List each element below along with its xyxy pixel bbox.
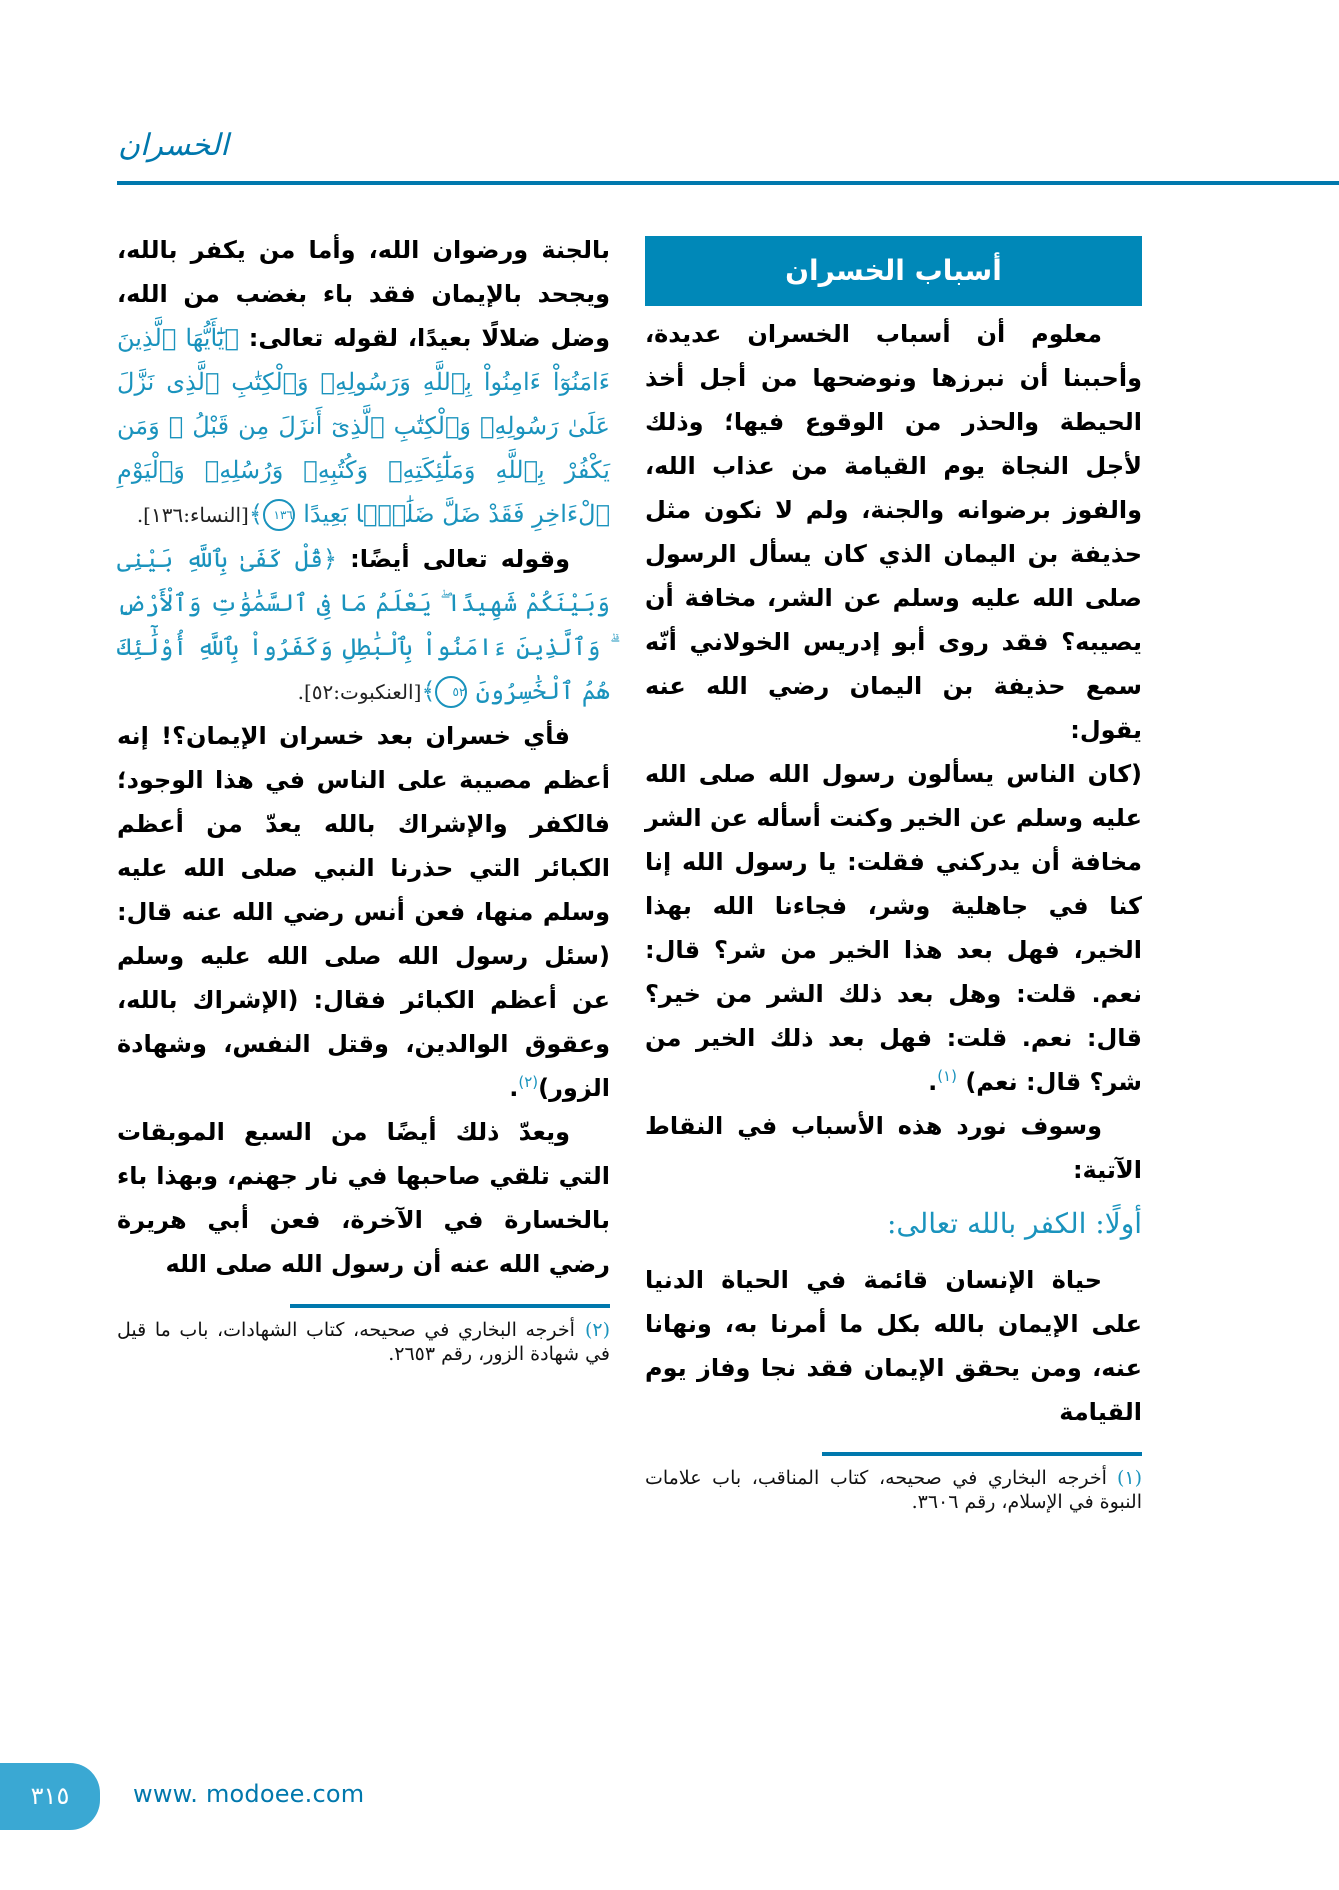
loss-paragraph: فأي خسران بعد خسران الإيمان؟! إنه أعظم مصيبة على الناس في هذا الوجود؛ فالكفر والإشراك بالله يعدّ من أعظم الكبائر التي حذرنا النبي صلى الله عليه وسلم منها، فعن أنس رضي الله عنه قال: (سئل رسول الله صلى الله عليه وسلم عن أعظم الكبائر فقال: (الإشراك بالله، وعقوق الوالدين، وقتل النفس، وشهادة الزور)$^{(٢)}$. — [117, 722, 610, 1102]
life-paragraph: حياة الإنسان قائمة في الحياة الدنيا على الإيمان بالله بكل ما أمرنا به، ونهانا عنه، ومن يحقق الإيمان فقد نجا وفاز يوم القيامة — [645, 1266, 1142, 1426]
footnote-number: (١) — [1116, 1467, 1142, 1489]
hadith-paragraph: (كان الناس يسألون رسول الله صلى الله عليه وسلم عن الخير وكنت أسأله عن الشر مخافة أن يدركني فقلت: يا رسول الله إنا كنا في جاهلية وشر، فجاءنا الله بهذا الخير، فهل بعد هذا الخير من شر؟ قال: نعم. قلت: وهل بعد ذلك الشر من خير؟ قال: نعم. قلت: فهل بعد ذلك الخير من شر؟ قال: نعم) $^{(١)}$. — [645, 760, 1142, 1096]
points-intro-paragraph: وسوف نورد هذه الأسباب في النقاط الآتية: — [645, 1112, 1142, 1184]
ayah-number-mark: ١٣٦ — [263, 499, 295, 531]
footnote-ref-2[interactable]: (٢) — [518, 1073, 539, 1091]
left-column — [117, 228, 610, 1366]
closing-bracket-icon: ﴾ — [421, 677, 436, 705]
footnote-number: (٢) — [584, 1319, 610, 1341]
left-column-body — [117, 228, 610, 1286]
section-heading: أسباب الخسران — [645, 236, 1142, 306]
footnote-text: أخرجه البخاري في صحيحه، كتاب المناقب، باب علامات النبوة في الإسلام، رقم ٣٦٠٦. — [645, 1467, 1142, 1513]
website-link[interactable]: www. modoee.com — [133, 1780, 365, 1808]
verse2-paragraph — [117, 537, 610, 714]
verse-reference: [النساء:١٣٦]. — [136, 503, 249, 527]
header-rule — [117, 181, 1339, 185]
footnote-ref-1[interactable]: (١) — [937, 1067, 957, 1085]
footnote-rule — [290, 1304, 610, 1308]
closing-bracket-icon: ﴾ — [248, 500, 263, 528]
right-column — [645, 236, 1142, 1514]
footnote-text: أخرجه البخاري في صحيحه، كتاب الشهادات، باب ما قيل في شهادة الزور، رقم ٢٦٥٣. — [117, 1319, 610, 1365]
page-number-badge: ٣١٥ — [0, 1763, 100, 1830]
verse2-intro: وقوله تعالى أيضًا: — [350, 545, 570, 573]
verse-reference: [العنكبوت:٥٢]. — [297, 680, 422, 704]
verse-nisa-136: ﴿يَٰٓأَيُّهَا ٱلَّذِينَ ءَامَنُوٓاْ ءَامِنُواْ بِٱللَّهِ وَرَسُولِهِۦ وَٱلْكِتَٰبِ ٱلَّذِى نَزَّلَ عَلَىٰ رَسُولِهِۦ وَٱلْكِتَٰبِ ٱلَّذِىٓ أَنزَلَ مِن قَبْلُ ۚ وَمَن يَكْفُرْ بِٱللَّهِ وَمَلَٰٓئِكَتِهِۦ وَكُتُبِهِۦ وَرُسُلِهِۦ وَٱلْيَوْمِ ٱلْءَاخِرِ فَقَدْ ضَلَّ ضَلَٰلًۢا بَعِيدًا — [117, 324, 610, 528]
intro-paragraph: معلوم أن أسباب الخسران عديدة، وأحببنا أن نبرزها ونوضحها من أجل أخذ الحيطة والحذر من الوقوع فيها؛ وذلك لأجل النجاة يوم القيامة من عذاب الله، والفوز برضوانه والجنة، ولم لا نكون مثل حذيفة بن اليمان الذي كان يسأل الرسول صلى الله عليه وسلم عن الشر، مخافة أن يصيبه؟ فقد روى أبو إدريس الخولاني أنّه سمع حذيفة بن اليمان رضي الله عنه يقول: — [645, 320, 1142, 744]
footnote-1 — [645, 1452, 1142, 1514]
right-column-body — [645, 236, 1142, 1434]
mobiqat-paragraph: ويعدّ ذلك أيضًا من السبع الموبقات التي تلقي صاحبها في نار جهنم، وبهذا باء بالخسارة في الآخرة، فعن أبي هريرة رضي الله عنه أن رسول الله صلى الله — [117, 1118, 610, 1278]
continuation-text: بالجنة ورضوان الله، وأما من يكفر بالله، ويجحد بالإيمان فقد باء بغضب من الله، وضل ضلالًا بعيدًا، لقوله تعالى: — [117, 236, 611, 352]
ayah-number-mark: ٥٢ — [435, 676, 467, 708]
running-title: الخسران — [118, 128, 229, 163]
footnote-rule — [822, 1452, 1142, 1456]
verse-ankabut-52: ﴿قُلْ كَفَىٰ بِٱللَّهِ بَيْنِى وَبَيْنَكُمْ شَهِيدًا ۖ يَعْلَمُ مَا فِى ٱلسَّمَٰوَٰتِ وَٱلْأَرْضِ ۗ وَٱلَّذِينَ ءَامَنُواْ بِٱلْبَٰطِلِ وَكَفَرُواْ بِٱللَّهِ أُوْلَٰٓئِكَ هُمُ ٱلْخَٰسِرُونَ — [117, 545, 610, 705]
continuation-paragraph — [117, 228, 610, 537]
footnote-2 — [117, 1304, 610, 1366]
subheading-kufr: أولًا: الكفر بالله تعالى: — [886, 1207, 1142, 1240]
loss-text: فأي خسران بعد خسران الإيمان؟! إنه أعظم مصيبة على الناس في هذا الوجود؛ فالكفر والإشراك بالله يعدّ من أعظم الكبائر التي حذرنا النبي صلى الله عليه وسلم منها، فعن أنس رضي الله عنه قال: (سئل رسول الله صلى الله عليه وسلم عن أعظم الكبائر فقال: (الإشراك بالله، وعقوق الوالدين، وقتل النفس، وشهادة الزور) — [117, 722, 610, 1102]
hadith-text: (كان الناس يسألون رسول الله صلى الله عليه وسلم عن الخير وكنت أسأله عن الشر مخافة أن يدركني فقلت: يا رسول الله إنا كنا في جاهلية وشر، فجاءنا الله بهذا الخير، فهل بعد هذا الخير من شر؟ قال: نعم. قلت: وهل بعد ذلك الشر من خير؟ قال: نعم. قلت: فهل بعد ذلك الخير من شر؟ قال: نعم) — [645, 760, 1142, 1096]
